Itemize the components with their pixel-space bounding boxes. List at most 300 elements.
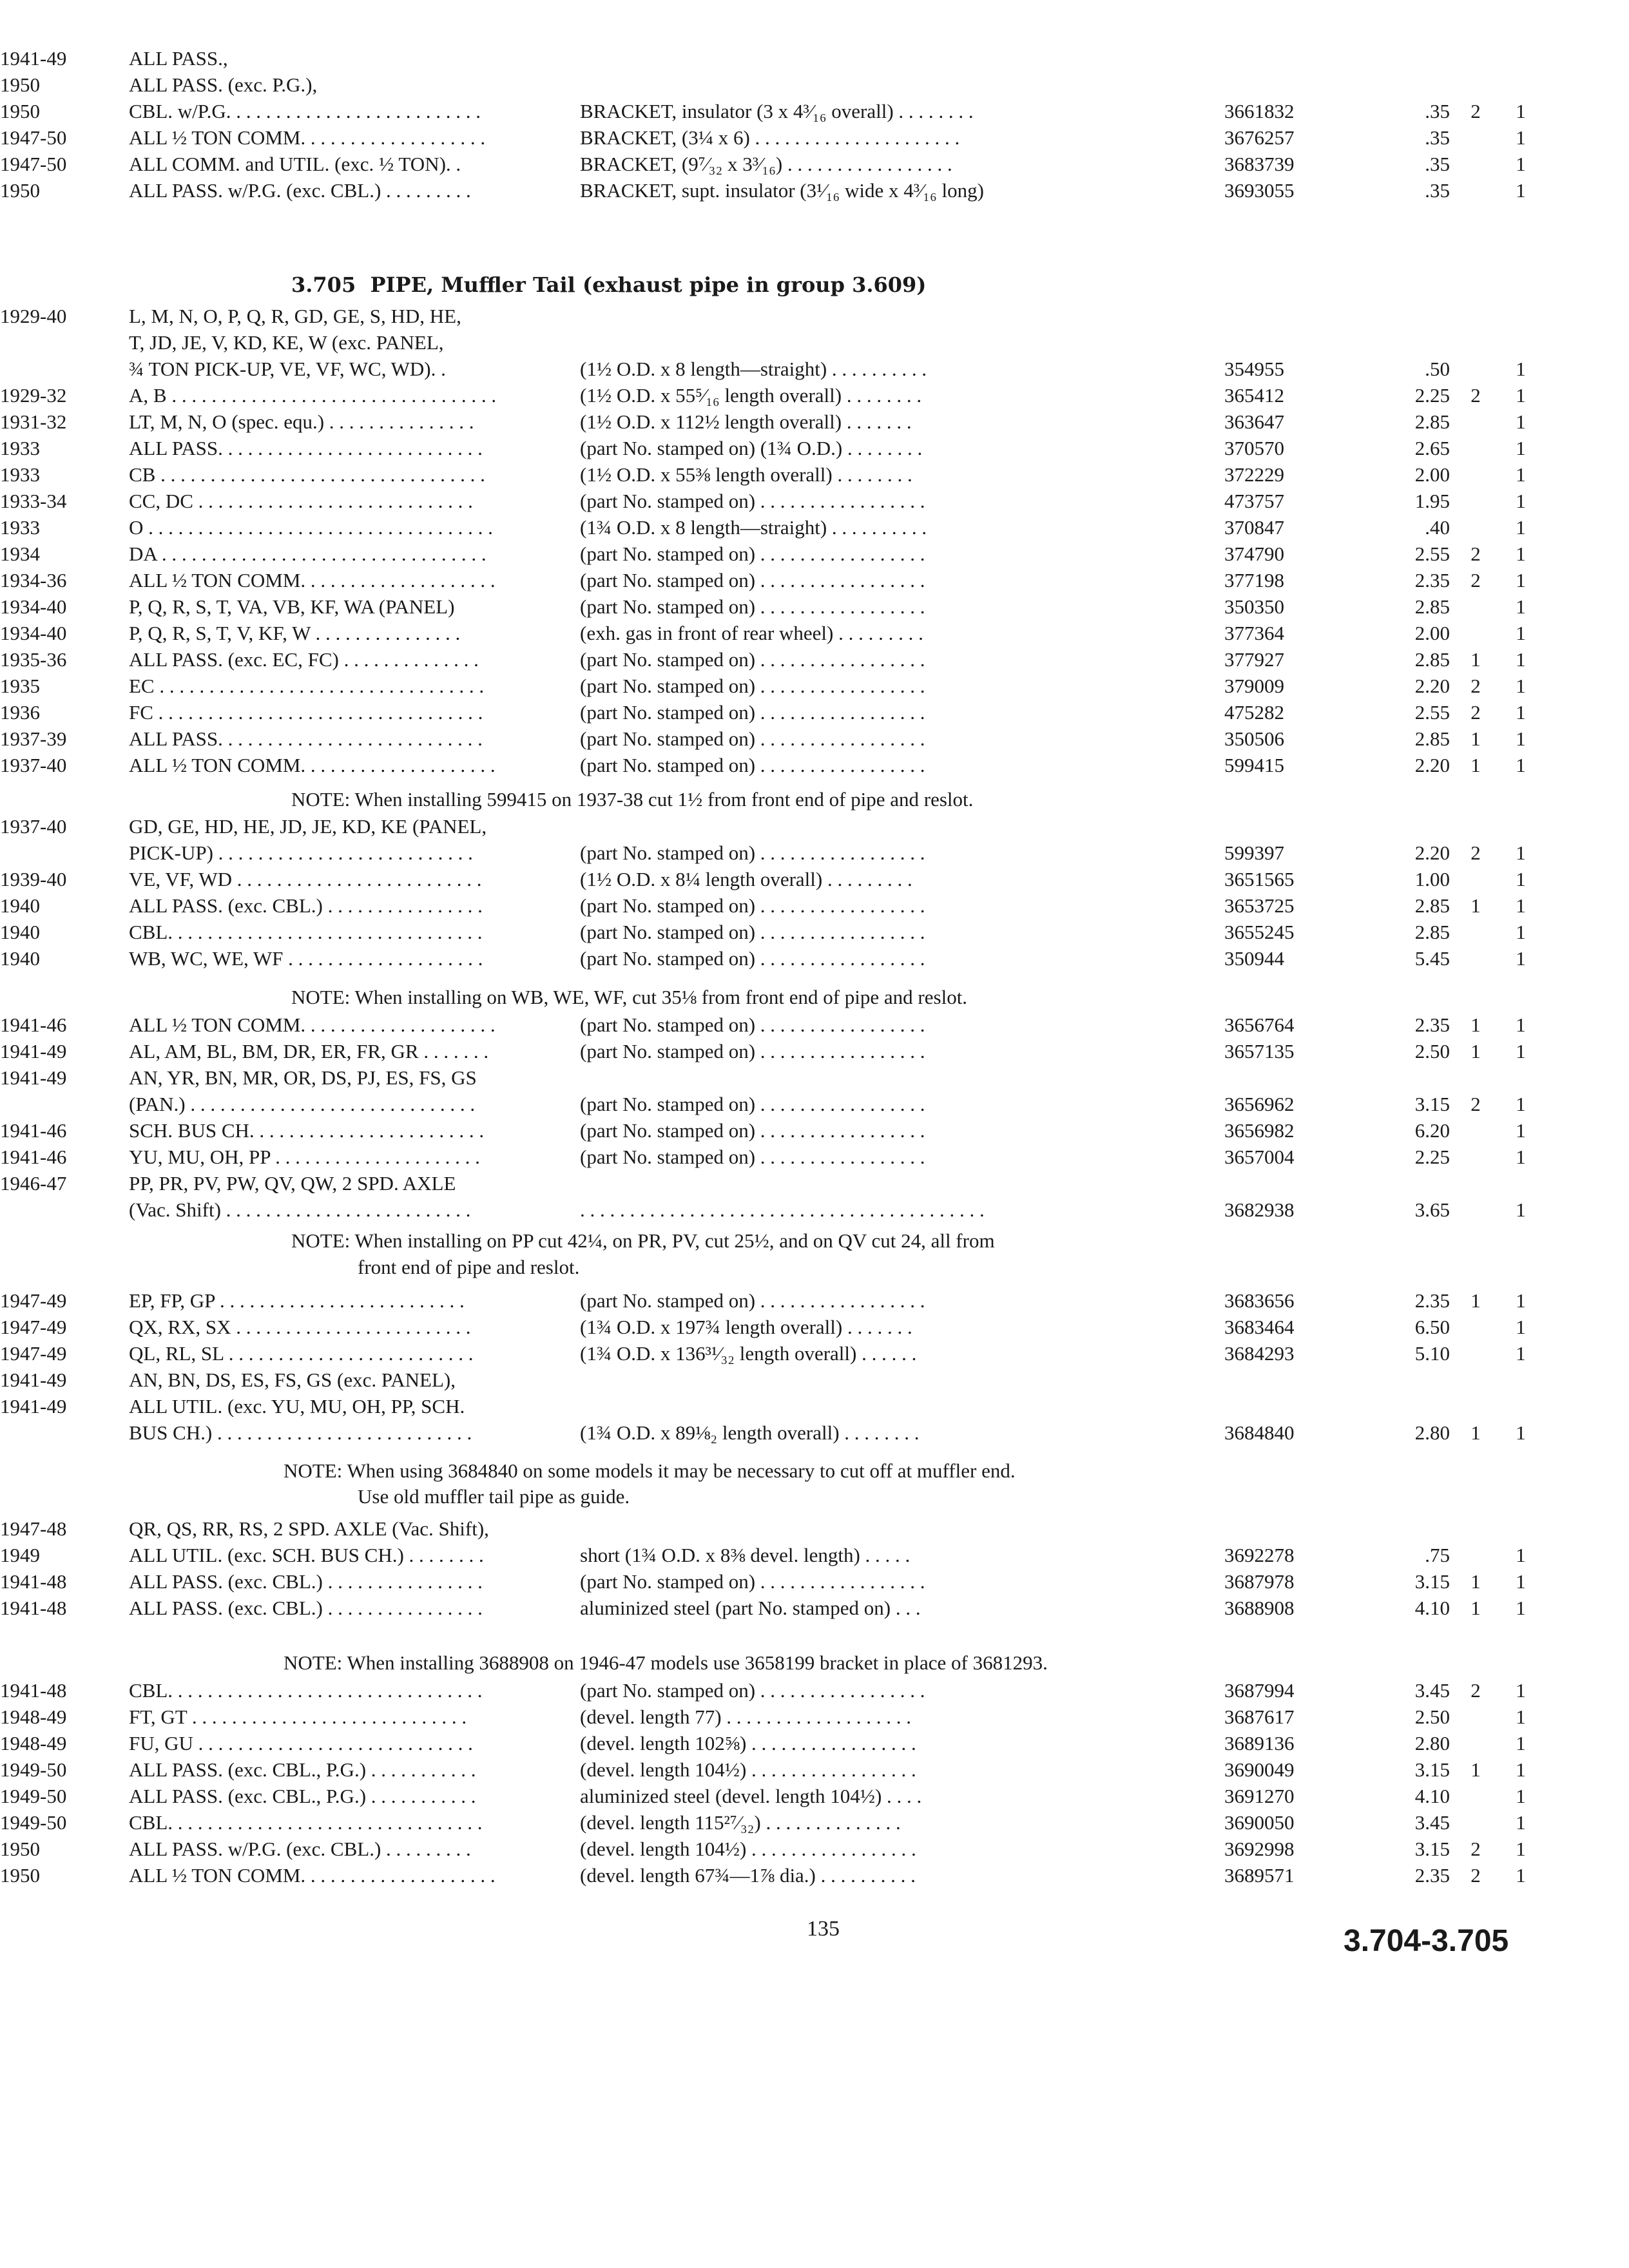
- years-cell: 1931-32: [0, 410, 67, 433]
- price-cell: 5.45: [1414, 947, 1450, 970]
- part-number-cell: 3676257: [1224, 126, 1295, 149]
- price-cell: 2.85: [1414, 595, 1450, 618]
- quantity-per-cell: 1: [1516, 463, 1526, 486]
- description-cell: (devel. length 115²⁷⁄₃₂) . . . . . . . . . . . . . .: [580, 1811, 901, 1834]
- years-cell: 1941-49: [0, 1040, 67, 1062]
- models-cell: (Vac. Shift) . . . . . . . . . . . . . . . . . . . . . . . . .: [129, 1198, 471, 1221]
- description-cell: (devel. length 102⅝) . . . . . . . . . . . . . . . . .: [580, 1732, 916, 1754]
- table-row: [0, 151, 1629, 177]
- price-cell: 6.50: [1414, 1316, 1450, 1338]
- quantity-per-cell: 1: [1516, 1289, 1526, 1312]
- price-cell: 2.35: [1414, 1014, 1450, 1036]
- description-cell: (part No. stamped on) . . . . . . . . . . . . . . . . .: [580, 595, 925, 618]
- years-cell: 1949-50: [0, 1758, 67, 1781]
- price-cell: 2.85: [1414, 921, 1450, 943]
- price-cell: 2.85: [1414, 410, 1450, 433]
- table-row: [0, 1170, 1629, 1196]
- description-cell: (1¾ O.D. x 8 length—straight) . . . . . . . . . .: [580, 516, 927, 539]
- note-2: NOTE: When installing on WB, WE, WF, cut 35⅛ from front end of pipe and reslot.: [291, 986, 968, 1008]
- quantity-per-cell: 1: [1516, 1316, 1526, 1338]
- quantity-cell: 2: [1470, 100, 1481, 122]
- price-cell: 1.95: [1414, 490, 1450, 512]
- part-number-cell: 3683464: [1224, 1316, 1295, 1338]
- table-row: [0, 567, 1629, 593]
- quantity-per-cell: 1: [1516, 100, 1526, 122]
- price-cell: 2.20: [1414, 675, 1450, 697]
- years-cell: 1933: [0, 463, 40, 486]
- parts-rows-6: [0, 1677, 1629, 1888]
- note-5: NOTE: When installing 3688908 on 1946-47 models use 3658199 bracket in place of 3681293.: [284, 1651, 1048, 1674]
- parts-rows-2: [0, 813, 1629, 972]
- models-cell: A, B . . . . . . . . . . . . . . . . . . . . . . . . . . . . . . . . .: [129, 384, 497, 407]
- years-cell: 1941-46: [0, 1014, 67, 1036]
- quantity-cell: 1: [1470, 648, 1481, 671]
- models-cell: T, JD, JE, V, KD, KE, W (exc. PANEL,: [129, 331, 444, 354]
- table-row: [0, 646, 1629, 673]
- models-cell: ALL ½ TON COMM. . . . . . . . . . . . . . . . . . . .: [129, 1014, 496, 1036]
- models-cell: YU, MU, OH, PP . . . . . . . . . . . . . . . . . . . . .: [129, 1146, 480, 1168]
- models-cell: PICK-UP) . . . . . . . . . . . . . . . . . . . . . . . . . .: [129, 841, 473, 864]
- table-row: [0, 1038, 1629, 1064]
- years-cell: 1934-40: [0, 595, 67, 618]
- part-number-cell: 3683739: [1224, 153, 1295, 175]
- years-cell: 1950: [0, 1838, 40, 1860]
- description-cell: (1½ O.D. x 55⁵⁄₁₆ length overall) . . . . . . . .: [580, 384, 922, 407]
- years-cell: 1941-48: [0, 1570, 67, 1593]
- part-number-cell: 365412: [1224, 384, 1284, 407]
- years-cell: 1949-50: [0, 1811, 67, 1834]
- description-cell: (part No. stamped on) . . . . . . . . . . . . . . . . .: [580, 841, 925, 864]
- quantity-per-cell: 1: [1516, 516, 1526, 539]
- years-cell: 1940: [0, 947, 40, 970]
- models-cell: AL, AM, BL, BM, DR, ER, FR, GR . . . . . . .: [129, 1040, 489, 1062]
- models-cell: EP, FP, GP . . . . . . . . . . . . . . . . . . . . . . . . .: [129, 1289, 465, 1312]
- price-cell: 2.25: [1414, 1146, 1450, 1168]
- part-number-cell: 3690050: [1224, 1811, 1295, 1834]
- part-number-cell: 350944: [1224, 947, 1284, 970]
- price-cell: 2.20: [1414, 841, 1450, 864]
- description-cell: (part No. stamped on) . . . . . . . . . . . . . . . . .: [580, 648, 925, 671]
- description-cell: BRACKET, supt. insulator (3¹⁄₁₆ wide x 4³⁄₁₆ long): [580, 179, 984, 202]
- models-cell: CBL. . . . . . . . . . . . . . . . . . . . . . . . . . . . . . . .: [129, 1679, 483, 1702]
- part-number-cell: 473757: [1224, 490, 1284, 512]
- price-cell: 3.15: [1414, 1758, 1450, 1781]
- part-number-cell: 3687617: [1224, 1706, 1295, 1728]
- models-cell: ALL COMM. and UTIL. (exc. ½ TON). .: [129, 153, 461, 175]
- parts-rows-4: [0, 1287, 1629, 1446]
- table-row: [0, 673, 1629, 699]
- description-cell: (exh. gas in front of rear wheel) . . . . . . . . .: [580, 622, 923, 644]
- quantity-per-cell: 1: [1516, 1864, 1526, 1887]
- part-number-cell: 354955: [1224, 358, 1284, 380]
- years-cell: 1929-32: [0, 384, 67, 407]
- quantity-per-cell: 1: [1516, 1570, 1526, 1593]
- part-number-cell: 3689571: [1224, 1864, 1295, 1887]
- table-row: [0, 866, 1629, 892]
- quantity-per-cell: 1: [1516, 179, 1526, 202]
- table-row: [0, 1393, 1629, 1419]
- quantity-per-cell: 1: [1516, 1597, 1526, 1619]
- quantity-per-cell: 1: [1516, 153, 1526, 175]
- description-cell: aluminized steel (devel. length 104½) . . . .: [580, 1785, 922, 1807]
- table-row: [0, 752, 1629, 778]
- part-number-cell: 377198: [1224, 569, 1284, 591]
- models-cell: FT, GT . . . . . . . . . . . . . . . . . . . . . . . . . . . .: [129, 1706, 467, 1728]
- years-cell: 1935: [0, 675, 40, 697]
- description-cell: (part No. stamped on) (1¾ O.D.) . . . . . . . .: [580, 437, 923, 459]
- part-number-cell: 3693055: [1224, 179, 1295, 202]
- years-cell: 1937-40: [0, 754, 67, 776]
- price-cell: 1.00: [1414, 868, 1450, 890]
- quantity-cell: 1: [1470, 1014, 1481, 1036]
- price-cell: 2.00: [1414, 463, 1450, 486]
- table-row: [0, 541, 1629, 567]
- years-cell: 1929-40: [0, 305, 67, 327]
- price-cell: .50: [1425, 358, 1450, 380]
- part-number-cell: 3651565: [1224, 868, 1295, 890]
- models-cell: ALL ½ TON COMM. . . . . . . . . . . . . . . . . . .: [129, 126, 486, 149]
- quantity-per-cell: 1: [1516, 1198, 1526, 1221]
- models-cell: WB, WC, WE, WF . . . . . . . . . . . . . . . . . . . .: [129, 947, 483, 970]
- top-rows: [0, 45, 1629, 204]
- quantity-per-cell: 1: [1516, 921, 1526, 943]
- note-3: NOTE: When installing on PP cut 42¼, on PR, PV, cut 25½, and on QV cut 24, all from: [291, 1229, 995, 1252]
- years-cell: 1946-47: [0, 1172, 67, 1195]
- description-cell: (part No. stamped on) . . . . . . . . . . . . . . . . .: [580, 675, 925, 697]
- table-row: [0, 945, 1629, 972]
- quantity-cell: 1: [1470, 1758, 1481, 1781]
- years-cell: 1941-48: [0, 1597, 67, 1619]
- quantity-cell: 1: [1470, 1289, 1481, 1312]
- years-cell: 1950: [0, 73, 40, 96]
- part-number-cell: 3656764: [1224, 1014, 1295, 1036]
- quantity-cell: 2: [1470, 1093, 1481, 1115]
- description-cell: short (1¾ O.D. x 8⅜ devel. length) . . . . .: [580, 1544, 911, 1566]
- part-number-cell: 475282: [1224, 701, 1284, 724]
- table-row: [0, 1542, 1629, 1568]
- description-cell: (1¾ O.D. x 197¾ length overall) . . . . . . .: [580, 1316, 912, 1338]
- note-4: NOTE: When using 3684840 on some models it may be necessary to cut off at muffler end.: [284, 1459, 1016, 1482]
- quantity-per-cell: 1: [1516, 841, 1526, 864]
- part-number-cell: 3682938: [1224, 1198, 1295, 1221]
- models-cell: AN, YR, BN, MR, OR, DS, PJ, ES, FS, GS: [129, 1066, 477, 1089]
- quantity-per-cell: 1: [1516, 1544, 1526, 1566]
- models-cell: QR, QS, RR, RS, 2 SPD. AXLE (Vac. Shift),: [129, 1517, 489, 1540]
- table-row: [0, 98, 1629, 124]
- price-cell: 2.85: [1414, 894, 1450, 917]
- part-number-cell: 379009: [1224, 675, 1284, 697]
- price-cell: .35: [1425, 179, 1450, 202]
- part-number-cell: 372229: [1224, 463, 1284, 486]
- quantity-cell: 1: [1470, 1570, 1481, 1593]
- quantity-per-cell: 1: [1516, 1146, 1526, 1168]
- models-cell: (PAN.) . . . . . . . . . . . . . . . . . . . . . . . . . . . . .: [129, 1093, 476, 1115]
- description-cell: (devel. length 67¾—1⅞ dia.) . . . . . . . . . .: [580, 1864, 916, 1887]
- table-row: [0, 1783, 1629, 1809]
- models-cell: ALL ½ TON COMM. . . . . . . . . . . . . . . . . . . .: [129, 1864, 496, 1887]
- years-cell: 1941-49: [0, 1066, 67, 1089]
- description-cell: (part No. stamped on) . . . . . . . . . . . . . . . . .: [580, 727, 925, 750]
- description-cell: (part No. stamped on) . . . . . . . . . . . . . . . . .: [580, 569, 925, 591]
- years-cell: 1947-48: [0, 1517, 67, 1540]
- table-row: [0, 1367, 1629, 1393]
- part-number-cell: 599415: [1224, 754, 1284, 776]
- models-cell: ALL ½ TON COMM. . . . . . . . . . . . . . . . . . . .: [129, 569, 496, 591]
- quantity-cell: 2: [1470, 1864, 1481, 1887]
- table-row: [0, 1756, 1629, 1783]
- models-cell: ALL PASS. (exc. CBL.) . . . . . . . . . . . . . . . .: [129, 1570, 483, 1593]
- description-cell: (part No. stamped on) . . . . . . . . . . . . . . . . .: [580, 921, 925, 943]
- quantity-per-cell: 1: [1516, 675, 1526, 697]
- description-cell: (part No. stamped on) . . . . . . . . . . . . . . . . .: [580, 1093, 925, 1115]
- models-cell: ALL PASS. . . . . . . . . . . . . . . . . . . . . . . . . . .: [129, 437, 483, 459]
- quantity-cell: 2: [1470, 384, 1481, 407]
- price-cell: 2.80: [1414, 1732, 1450, 1754]
- part-number-cell: 3689136: [1224, 1732, 1295, 1754]
- parts-rows-1: [0, 303, 1629, 778]
- part-number-cell: 377927: [1224, 648, 1284, 671]
- price-cell: 2.35: [1414, 1864, 1450, 1887]
- description-cell: (devel. length 77) . . . . . . . . . . . . . . . . . . .: [580, 1706, 912, 1728]
- description-cell: (1¾ O.D. x 136³¹⁄₃₂ length overall) . . . . . .: [580, 1342, 917, 1365]
- price-cell: 2.20: [1414, 754, 1450, 776]
- models-cell: LT, M, N, O (spec. equ.) . . . . . . . . . . . . . . .: [129, 410, 474, 433]
- models-cell: ALL PASS. w/P.G. (exc. CBL.) . . . . . . . . .: [129, 179, 471, 202]
- quantity-per-cell: 1: [1516, 437, 1526, 459]
- price-cell: 2.65: [1414, 437, 1450, 459]
- price-cell: 3.15: [1414, 1093, 1450, 1115]
- table-row: [0, 177, 1629, 204]
- price-cell: 2.35: [1414, 1289, 1450, 1312]
- quantity-per-cell: 1: [1516, 543, 1526, 565]
- description-cell: (part No. stamped on) . . . . . . . . . . . . . . . . .: [580, 894, 925, 917]
- price-cell: 3.45: [1414, 1811, 1450, 1834]
- quantity-per-cell: 1: [1516, 490, 1526, 512]
- table-row: [0, 329, 1629, 356]
- part-number-cell: 3653725: [1224, 894, 1295, 917]
- section-number: 3.705: [291, 273, 356, 297]
- price-cell: 2.55: [1414, 701, 1450, 724]
- quantity-per-cell: 1: [1516, 126, 1526, 149]
- price-cell: 2.35: [1414, 569, 1450, 591]
- price-cell: 2.85: [1414, 648, 1450, 671]
- quantity-per-cell: 1: [1516, 1679, 1526, 1702]
- price-cell: 2.25: [1414, 384, 1450, 407]
- years-cell: 1934-40: [0, 622, 67, 644]
- table-row: [0, 919, 1629, 945]
- years-cell: 1940: [0, 894, 40, 917]
- price-cell: 3.65: [1414, 1198, 1450, 1221]
- table-row: [0, 1595, 1629, 1621]
- description-cell: (devel. length 104½) . . . . . . . . . . . . . . . . .: [580, 1838, 916, 1860]
- table-row: [0, 461, 1629, 488]
- part-number-cell: 363647: [1224, 410, 1284, 433]
- models-cell: AN, BN, DS, ES, FS, GS (exc. PANEL),: [129, 1369, 456, 1391]
- part-number-cell: 3691270: [1224, 1785, 1295, 1807]
- table-row: [0, 813, 1629, 840]
- years-cell: 1941-49: [0, 1395, 67, 1418]
- quantity-cell: 1: [1470, 894, 1481, 917]
- models-cell: ALL PASS. (exc. CBL.) . . . . . . . . . . . . . . . .: [129, 1597, 483, 1619]
- table-row: [0, 1515, 1629, 1542]
- quantity-per-cell: 1: [1516, 868, 1526, 890]
- table-row: [0, 488, 1629, 514]
- price-cell: .35: [1425, 153, 1450, 175]
- quantity-per-cell: 1: [1516, 1014, 1526, 1036]
- description-cell: BRACKET, insulator (3 x 4³⁄₁₆ overall) . . . . . . . .: [580, 100, 974, 122]
- quantity-cell: 2: [1470, 1838, 1481, 1860]
- table-row: [0, 45, 1629, 72]
- years-cell: 1937-40: [0, 815, 67, 838]
- description-cell: (1¾ O.D. x 89⅛₂ length overall) . . . . . . . .: [580, 1421, 920, 1444]
- part-number-cell: 377364: [1224, 622, 1284, 644]
- years-cell: 1948-49: [0, 1732, 67, 1754]
- years-cell: 1950: [0, 179, 40, 202]
- models-cell: PP, PR, PV, PW, QV, QW, 2 SPD. AXLE: [129, 1172, 456, 1195]
- description-cell: (part No. stamped on) . . . . . . . . . . . . . . . . .: [580, 947, 925, 970]
- years-cell: 1948-49: [0, 1706, 67, 1728]
- price-cell: 2.85: [1414, 727, 1450, 750]
- part-number-cell: 370847: [1224, 516, 1284, 539]
- price-cell: .75: [1425, 1544, 1450, 1566]
- part-number-cell: 3656982: [1224, 1119, 1295, 1142]
- quantity-per-cell: 1: [1516, 727, 1526, 750]
- models-cell: DA . . . . . . . . . . . . . . . . . . . . . . . . . . . . . . . . .: [129, 543, 487, 565]
- description-cell: (part No. stamped on) . . . . . . . . . . . . . . . . .: [580, 1014, 925, 1036]
- note-4-continued: Use old muffler tail pipe as guide.: [358, 1485, 630, 1508]
- part-number-cell: 3657004: [1224, 1146, 1295, 1168]
- table-row: [0, 1287, 1629, 1314]
- models-cell: ¾ TON PICK-UP, VE, VF, WC, WD). .: [129, 358, 446, 380]
- price-cell: 2.55: [1414, 543, 1450, 565]
- table-row: [0, 382, 1629, 408]
- table-row: [0, 1419, 1629, 1446]
- description-cell: (part No. stamped on) . . . . . . . . . . . . . . . . .: [580, 1146, 925, 1168]
- models-cell: CB . . . . . . . . . . . . . . . . . . . . . . . . . . . . . . . . .: [129, 463, 485, 486]
- table-row: [0, 1091, 1629, 1117]
- years-cell: 1939-40: [0, 868, 67, 890]
- part-number-cell: 3661832: [1224, 100, 1295, 122]
- part-number-cell: 3655245: [1224, 921, 1295, 943]
- quantity-per-cell: 1: [1516, 569, 1526, 591]
- models-cell: EC . . . . . . . . . . . . . . . . . . . . . . . . . . . . . . . . .: [129, 675, 485, 697]
- models-cell: SCH. BUS CH. . . . . . . . . . . . . . . . . . . . . . . .: [129, 1119, 485, 1142]
- price-cell: .35: [1425, 126, 1450, 149]
- quantity-cell: 2: [1470, 1679, 1481, 1702]
- years-cell: 1934: [0, 543, 40, 565]
- table-row: [0, 1730, 1629, 1756]
- price-cell: 2.50: [1414, 1040, 1450, 1062]
- table-row: [0, 1340, 1629, 1367]
- parts-rows-5: [0, 1515, 1629, 1621]
- years-cell: 1950: [0, 1864, 40, 1887]
- years-cell: 1933: [0, 516, 40, 539]
- quantity-per-cell: 1: [1516, 754, 1526, 776]
- quantity-per-cell: 1: [1516, 622, 1526, 644]
- part-number-cell: 3684840: [1224, 1421, 1295, 1444]
- models-cell: QX, RX, SX . . . . . . . . . . . . . . . . . . . . . . . .: [129, 1316, 471, 1338]
- quantity-per-cell: 1: [1516, 1811, 1526, 1834]
- table-row: [0, 1117, 1629, 1144]
- table-row: [0, 1144, 1629, 1170]
- quantity-per-cell: 1: [1516, 1785, 1526, 1807]
- models-cell: P, Q, R, S, T, V, KF, W . . . . . . . . . . . . . . .: [129, 622, 461, 644]
- part-number-cell: 3657135: [1224, 1040, 1295, 1062]
- years-cell: 1947-50: [0, 153, 67, 175]
- table-row: [0, 1064, 1629, 1091]
- table-row: [0, 1314, 1629, 1340]
- quantity-per-cell: 1: [1516, 947, 1526, 970]
- models-cell: ALL PASS. (exc. EC, FC) . . . . . . . . . . . . . .: [129, 648, 479, 671]
- quantity-per-cell: 1: [1516, 1421, 1526, 1444]
- part-number-cell: 3687978: [1224, 1570, 1295, 1593]
- models-cell: ALL UTIL. (exc. YU, MU, OH, PP, SCH.: [129, 1395, 465, 1418]
- models-cell: CBL. . . . . . . . . . . . . . . . . . . . . . . . . . . . . . . .: [129, 921, 483, 943]
- table-row: [0, 593, 1629, 620]
- quantity-per-cell: 1: [1516, 384, 1526, 407]
- models-cell: FU, GU . . . . . . . . . . . . . . . . . . . . . . . . . . . .: [129, 1732, 473, 1754]
- years-cell: 1949-50: [0, 1785, 67, 1807]
- years-cell: 1947-49: [0, 1316, 67, 1338]
- quantity-cell: 2: [1470, 701, 1481, 724]
- quantity-cell: 2: [1470, 543, 1481, 565]
- models-cell: GD, GE, HD, HE, JD, JE, KD, KE (PANEL,: [129, 815, 487, 838]
- description-cell: (part No. stamped on) . . . . . . . . . . . . . . . . .: [580, 1679, 925, 1702]
- quantity-cell: 2: [1470, 841, 1481, 864]
- description-cell: aluminized steel (part No. stamped on) . . .: [580, 1597, 921, 1619]
- years-cell: 1947-49: [0, 1342, 67, 1365]
- description-cell: (part No. stamped on) . . . . . . . . . . . . . . . . .: [580, 543, 925, 565]
- years-cell: 1947-49: [0, 1289, 67, 1312]
- price-cell: 2.00: [1414, 622, 1450, 644]
- quantity-per-cell: 1: [1516, 595, 1526, 618]
- part-number-cell: 374790: [1224, 543, 1284, 565]
- description-cell: (part No. stamped on) . . . . . . . . . . . . . . . . .: [580, 1289, 925, 1312]
- table-row: [0, 699, 1629, 726]
- quantity-per-cell: 1: [1516, 1342, 1526, 1365]
- years-cell: 1933-34: [0, 490, 67, 512]
- price-cell: 5.10: [1414, 1342, 1450, 1365]
- part-number-cell: 599397: [1224, 841, 1284, 864]
- table-row: [0, 514, 1629, 541]
- note-1: NOTE: When installing 599415 on 1937-38 cut 1½ from front end of pipe and reslot.: [291, 788, 974, 811]
- table-row: [0, 435, 1629, 461]
- table-row: [0, 408, 1629, 435]
- part-number-cell: 3656962: [1224, 1093, 1295, 1115]
- models-cell: P, Q, R, S, T, VA, VB, KF, WA (PANEL): [129, 595, 455, 618]
- price-cell: 3.15: [1414, 1838, 1450, 1860]
- part-number-cell: 350350: [1224, 595, 1284, 618]
- description-cell: BRACKET, (9⁷⁄₃₂ x 3³⁄₁₆) . . . . . . . . . . . . . . . . .: [580, 153, 952, 175]
- table-row: [0, 124, 1629, 151]
- table-row: [0, 1568, 1629, 1595]
- note-3-continued: front end of pipe and reslot.: [358, 1256, 580, 1278]
- price-cell: 2.50: [1414, 1706, 1450, 1728]
- models-cell: BUS CH.) . . . . . . . . . . . . . . . . . . . . . . . . . .: [129, 1421, 472, 1444]
- models-cell: CBL. w/P.G. . . . . . . . . . . . . . . . . . . . . . . . . .: [129, 100, 481, 122]
- description-cell: (part No. stamped on) . . . . . . . . . . . . . . . . .: [580, 1040, 925, 1062]
- price-cell: 2.80: [1414, 1421, 1450, 1444]
- table-row: [0, 1704, 1629, 1730]
- years-cell: 1933: [0, 437, 40, 459]
- quantity-cell: 1: [1470, 1421, 1481, 1444]
- page-number: 135: [807, 1917, 840, 1941]
- models-cell: O . . . . . . . . . . . . . . . . . . . . . . . . . . . . . . . . . . .: [129, 516, 493, 539]
- price-cell: .40: [1425, 516, 1450, 539]
- models-cell: ALL PASS.,: [129, 47, 228, 70]
- part-number-cell: 3688908: [1224, 1597, 1295, 1619]
- quantity-per-cell: 1: [1516, 1706, 1526, 1728]
